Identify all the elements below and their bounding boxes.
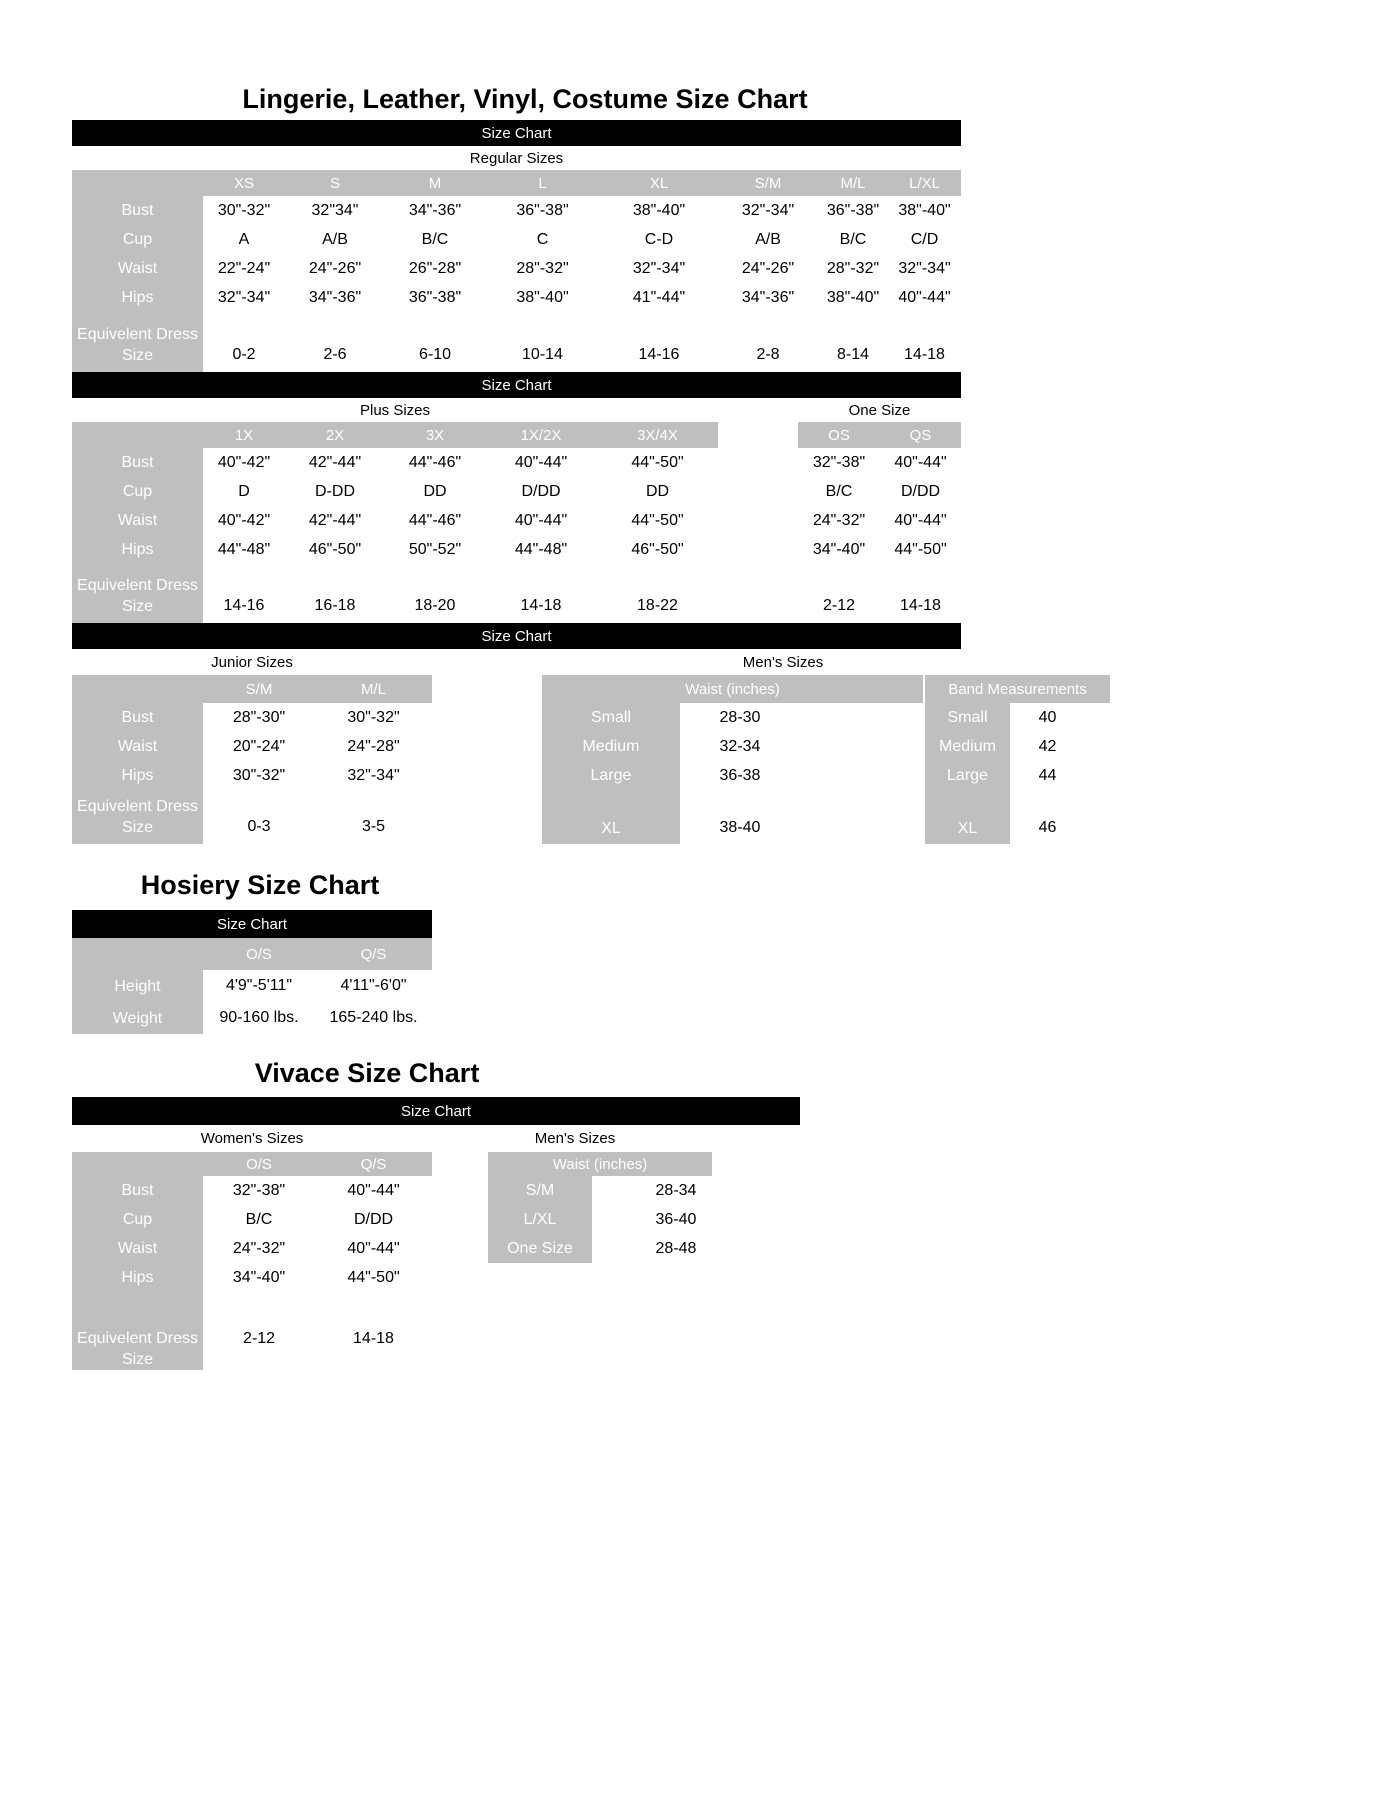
cell: 24"-32" (812, 511, 866, 529)
cell: 24"-28" (347, 737, 400, 755)
cell: 46"-50" (308, 540, 362, 558)
junior-mens-row (72, 649, 1072, 675)
cell: A (238, 230, 250, 248)
cell: DD (645, 482, 670, 500)
size-chart-bar-junior-mens: Size Chart (72, 623, 961, 649)
cell: 28-30 (719, 708, 761, 726)
table-row (72, 283, 961, 312)
column-header: M/L (315, 675, 432, 703)
cell (1085, 761, 1110, 790)
cell: 3-5 (361, 818, 386, 835)
cell: 2-8 (756, 346, 780, 363)
cell: 14-18 (353, 1330, 394, 1347)
cell: 34"-40" (232, 1268, 286, 1286)
cell: 40"-42" (217, 453, 271, 471)
cell: DD (423, 482, 447, 500)
row-label: Cup (72, 1205, 203, 1234)
mens-waist-header: Waist (inches) (542, 675, 923, 703)
row-label: Weight (72, 1002, 203, 1034)
cell: 28"-32" (516, 259, 569, 277)
cell: 40"-44" (894, 453, 947, 471)
column-header: 3X (385, 422, 485, 448)
cell: 36"-38" (826, 201, 880, 219)
column-header: M (385, 170, 485, 196)
vivace-mens-header-row (488, 1152, 760, 1176)
table-row (72, 1263, 432, 1292)
cell: 24"-26" (308, 259, 362, 277)
cell: 42"-44" (308, 453, 362, 471)
cell: 38"-40" (898, 201, 951, 219)
column-header: 2X (285, 422, 385, 448)
row-label: Equivelent Dress Size (72, 790, 203, 844)
cell: D/DD (353, 1210, 394, 1228)
cell: A/B (322, 230, 348, 248)
cell: 28-48 (655, 1239, 697, 1257)
row-label: Bust (72, 196, 203, 225)
spacer-cell (1085, 790, 1110, 812)
row-label: Cup (72, 225, 203, 254)
column-header: Q/S (315, 1152, 432, 1176)
row-label: Hips (72, 283, 203, 312)
row-label: L/XL (488, 1205, 592, 1234)
cell: 50"-52" (408, 540, 462, 558)
cell: 16-18 (314, 597, 356, 614)
table-row (798, 477, 961, 506)
cell: 14-18 (904, 346, 945, 363)
table-row (542, 761, 923, 790)
cell (800, 812, 923, 844)
hosiery-header-row (72, 938, 432, 970)
table-row (72, 703, 432, 732)
cell: 14-16 (223, 597, 265, 614)
row-label: Height (72, 970, 203, 1002)
cell: C-D (644, 230, 674, 248)
junior-header-row (72, 675, 432, 703)
row-label: Equivelent Dress Size (72, 564, 203, 623)
junior-sizes-table (72, 675, 432, 844)
row-label: Hips (72, 1263, 203, 1292)
cell: A/B (755, 230, 781, 248)
cell: 44"-48" (217, 540, 271, 558)
spacer-cell (925, 790, 1010, 812)
cell: 28"-32" (826, 259, 880, 277)
table-row (72, 564, 718, 623)
cell: B/C (245, 1210, 273, 1228)
band-header-row (925, 675, 1110, 703)
cell: 32"-34" (898, 259, 951, 277)
cell: 32"-34" (347, 766, 400, 784)
row-label: Equivelent Dress Size (72, 312, 203, 372)
row-label: Waist (72, 506, 203, 535)
spacer-row (542, 790, 923, 812)
vivace-mens-header-cell (488, 1152, 760, 1176)
column-header: 1X (203, 422, 285, 448)
table-row (72, 196, 961, 225)
womens-sizes-label: Women's Sizes (200, 1130, 304, 1147)
cell: 10-14 (522, 346, 563, 363)
cell: 8-14 (836, 346, 870, 363)
column-header: L (485, 170, 600, 196)
size-chart-bar-regular: Size Chart (72, 120, 961, 146)
cell: 38-40 (719, 819, 761, 836)
junior-sizes-label: Junior Sizes (211, 653, 293, 671)
row-label: Waist (72, 732, 203, 761)
cell: 44 (1038, 766, 1057, 784)
row-label: Medium (925, 732, 1010, 761)
cell: 38"-40" (826, 288, 880, 306)
vivace-womens-table (72, 1152, 432, 1370)
regular-header-row (72, 170, 961, 196)
cell: 40"-42" (217, 511, 271, 529)
cell: 34"-36" (408, 201, 462, 219)
column-header: M/L (818, 170, 888, 196)
cell: 14-18 (900, 597, 941, 614)
cell: 36-38 (719, 766, 761, 784)
plus-header-row (72, 422, 718, 448)
cell: 40"-44" (347, 1239, 400, 1257)
regular-sizes-row (72, 146, 961, 170)
spacer-cell (315, 1292, 432, 1314)
table-row (488, 1205, 760, 1234)
cell: 40"-44" (347, 1181, 400, 1199)
cell: 28"-30" (232, 708, 286, 726)
cell: 40"-44" (514, 453, 568, 471)
cell (1085, 732, 1110, 761)
table-row (72, 254, 961, 283)
row-label: Equivelent Dress Size (72, 1314, 203, 1370)
spacer-cell (800, 790, 923, 812)
corner-cell (72, 675, 203, 703)
column-header: O/S (203, 938, 315, 970)
cell: 6-10 (418, 346, 452, 363)
column-header: QS (880, 422, 961, 448)
table-row (542, 732, 923, 761)
cell (800, 703, 923, 732)
row-label: Cup (72, 477, 203, 506)
table-row (542, 703, 923, 732)
cell: 40"-44" (514, 511, 568, 529)
row-label: Medium (542, 732, 680, 761)
cell: 165-240 lbs. (329, 1009, 418, 1026)
table-row (72, 1205, 432, 1234)
vivace-mens-waist-header: Waist (inches) (488, 1152, 712, 1176)
cell: 40 (1038, 708, 1057, 726)
cell: 46 (1038, 819, 1057, 836)
table-row (488, 1176, 760, 1205)
cell (1085, 812, 1110, 844)
table-row (72, 477, 718, 506)
column-header: S/M (203, 675, 315, 703)
lingerie-chart-title: Lingerie, Leather, Vinyl, Costume Size Chart (242, 84, 808, 114)
cell: B/C (839, 230, 867, 248)
row-label: Large (925, 761, 1010, 790)
column-header: OS (798, 422, 880, 448)
row-label: Hips (72, 761, 203, 790)
cell: 2-12 (242, 1330, 276, 1347)
vivace-section-row (72, 1125, 800, 1152)
size-chart-bar-hosiery: Size Chart (72, 910, 432, 938)
mens-waist-table (542, 675, 923, 844)
cell: 30"-32" (217, 201, 271, 219)
cell: 36"-38" (516, 201, 569, 219)
table-row (72, 1314, 432, 1370)
row-label: Waist (72, 1234, 203, 1263)
column-header: XL (600, 170, 718, 196)
table-row (72, 1234, 432, 1263)
cell: 32"-34" (217, 288, 271, 306)
cell: B/C (421, 230, 449, 248)
cell: 18-22 (637, 597, 678, 614)
cell: 32"34" (311, 201, 359, 219)
table-row (925, 732, 1110, 761)
table-row (72, 970, 432, 1002)
size-chart-bar-plus: Size Chart (72, 372, 961, 398)
cell: 42"-44" (308, 511, 362, 529)
corner-cell (72, 938, 203, 970)
corner-cell (72, 1152, 203, 1176)
cell (1085, 703, 1110, 732)
table-row (798, 535, 961, 564)
table-row (72, 732, 432, 761)
table-row (72, 761, 432, 790)
cell (800, 732, 923, 761)
hosiery-table (72, 938, 432, 1034)
cell: 44"-50" (347, 1268, 400, 1286)
cell: 24"-32" (232, 1239, 286, 1257)
cell: 41"-44" (632, 288, 686, 306)
plus-sizes-label: Plus Sizes (359, 401, 431, 419)
cell: 14-18 (520, 597, 562, 614)
table-row (72, 1176, 432, 1205)
cell: 30"-32" (347, 708, 400, 726)
vivace-womens-header-row (72, 1152, 432, 1176)
cell: 40"-44" (898, 288, 951, 306)
table-row (72, 225, 961, 254)
cell: 34"-36" (308, 288, 362, 306)
column-header: S (285, 170, 385, 196)
row-label: Bust (72, 703, 203, 732)
cell: 44"-48" (514, 540, 568, 558)
row-label: One Size (488, 1234, 592, 1263)
corner-cell (72, 170, 203, 196)
table-row (72, 506, 718, 535)
spacer-cell (72, 1292, 203, 1314)
band-measurements-table (925, 675, 1110, 844)
regular-sizes-label: Regular Sizes (469, 149, 564, 167)
spacer-row (925, 790, 1110, 812)
cell: D/DD (521, 482, 561, 500)
regular-sizes-table (72, 170, 961, 372)
cell: 32"-38" (812, 453, 866, 471)
vivace-mens-table (488, 1152, 760, 1263)
plus-one-size-row (72, 398, 961, 422)
table-row (72, 790, 432, 844)
cell: 44"-50" (631, 453, 684, 471)
cell: 44"-46" (408, 511, 462, 529)
cell: 28-34 (655, 1181, 697, 1199)
cell: D/DD (900, 482, 941, 500)
band-header: Band Measurements (925, 675, 1110, 703)
cell: C (536, 230, 549, 248)
one-size-header-row (798, 422, 961, 448)
cell: 30"-32" (232, 766, 286, 784)
row-label: XL (925, 812, 1010, 844)
cell: 42 (1038, 737, 1057, 755)
cell: 38"-40" (516, 288, 569, 306)
mens-waist-header-row (542, 675, 923, 703)
cell: 2-6 (323, 346, 347, 363)
plus-sizes-table (72, 422, 718, 623)
cell: 46"-50" (631, 540, 684, 558)
cell: 18-20 (414, 597, 456, 614)
cell: 32"-38" (232, 1181, 286, 1199)
spacer-cell (680, 790, 800, 812)
cell (800, 761, 923, 790)
table-row (542, 812, 923, 844)
cell: 34"-40" (812, 540, 866, 558)
spacer-row (72, 1292, 432, 1314)
column-header: 3X/4X (597, 422, 718, 448)
table-row (925, 812, 1110, 844)
cell: 36-40 (655, 1210, 697, 1228)
one-size-table (798, 422, 961, 623)
table-row (72, 312, 961, 372)
row-label: Bust (72, 448, 203, 477)
cell: 44"-46" (408, 453, 462, 471)
table-row (488, 1234, 760, 1263)
cell: B/C (825, 482, 853, 500)
hosiery-chart-title: Hosiery Size Chart (140, 870, 380, 900)
cell: 40"-44" (894, 511, 947, 529)
cell: 2-12 (822, 597, 856, 614)
cell: C/D (910, 230, 939, 248)
cell: 34"-36" (741, 288, 795, 306)
column-header: S/M (718, 170, 818, 196)
cell: 26"-28" (408, 259, 462, 277)
column-header: O/S (203, 1152, 315, 1176)
cell: 24"-26" (741, 259, 795, 277)
vivace-mens-sizes-label: Men's Sizes (534, 1130, 616, 1147)
cell: 32-34 (719, 737, 761, 755)
row-label: Small (925, 703, 1010, 732)
row-label: Bust (72, 1176, 203, 1205)
cell: 38"-40" (632, 201, 686, 219)
size-chart-bar-vivace: Size Chart (72, 1097, 800, 1125)
table-row (798, 564, 961, 623)
corner-cell (72, 422, 203, 448)
cell: D-DD (315, 482, 355, 500)
cell: 22"-24" (217, 259, 271, 277)
row-label: Small (542, 703, 680, 732)
table-row (798, 448, 961, 477)
cell: 4'11"-6'0" (340, 977, 407, 994)
table-row (925, 761, 1110, 790)
mens-sizes-label: Men's Sizes (742, 653, 824, 671)
cell: 32"-34" (741, 201, 795, 219)
column-header: Q/S (315, 938, 432, 970)
table-row (72, 448, 718, 477)
cell: 44"-50" (631, 511, 684, 529)
row-label: Large (542, 761, 680, 790)
cell: 36"-38" (408, 288, 462, 306)
cell: 0-2 (232, 346, 256, 363)
cell: 14-16 (638, 346, 680, 363)
row-label: Hips (72, 535, 203, 564)
cell: D (238, 482, 250, 500)
cell: 4'9"-5'11" (225, 977, 293, 994)
table-row (72, 1002, 432, 1034)
row-label: S/M (488, 1176, 592, 1205)
spacer-cell (542, 790, 680, 812)
column-header: L/XL (888, 170, 961, 196)
one-size-label: One Size (848, 401, 911, 419)
row-label: Waist (72, 254, 203, 283)
cell: 44"-50" (894, 540, 947, 558)
cell: 90-160 lbs. (219, 1009, 299, 1026)
column-header: 1X/2X (485, 422, 597, 448)
vivace-chart-title: Vivace Size Chart (254, 1058, 480, 1088)
table-row (72, 535, 718, 564)
table-row (798, 506, 961, 535)
table-row (925, 703, 1110, 732)
spacer-cell (1010, 790, 1085, 812)
cell: 0-3 (247, 818, 271, 835)
spacer-cell (203, 1292, 315, 1314)
cell: 20"-24" (232, 737, 286, 755)
row-label: XL (542, 812, 680, 844)
column-header: XS (203, 170, 285, 196)
cell: 32"-34" (632, 259, 686, 277)
